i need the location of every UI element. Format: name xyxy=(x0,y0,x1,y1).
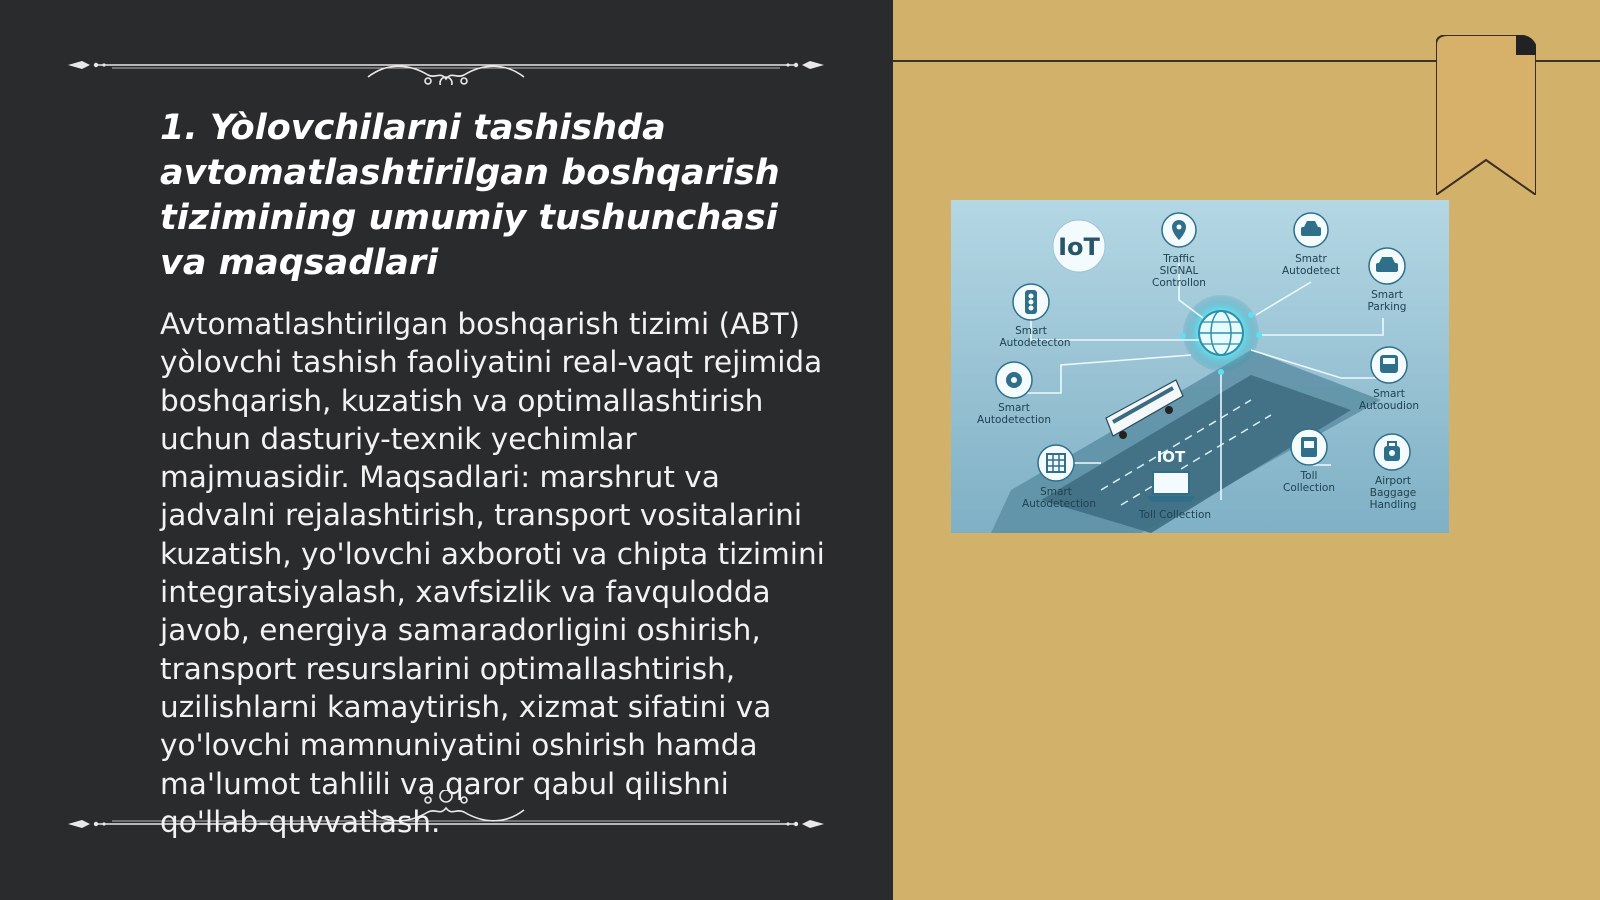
slide-body: Avtomatlashtirilgan boshqarish tizimi (ABT) yòlovchi tashish faoliyatini real-vaqt rejimida boshqarish, kuzatish va optimallashtirish uchun dasturiy-texnik yechimlar majmuasidir. Maqsadlari: marshrut va jadvalni rejalashtirish, transport vositalarini kuzatish, yo'lovchi axboroti va chipta tizimini integratsiyalash, xavfsizlik va favqulodda javob, energiya samaradorligini oshirish, transport resurslarini optimallashtirish, uzilishlarni kamaytirish, xizmat sifatini va yo'lovchi mamnuniyatini oshirish hamda ma'lumot tahlili va qaror qabul qilishni qo'llab-quvvatlash. xyxy=(160,307,825,839)
laptop-icon xyxy=(1147,472,1195,502)
bookmark-ribbon xyxy=(1436,35,1536,195)
svg-text:IoT: IoT xyxy=(1058,233,1100,261)
parking-car-icon xyxy=(1369,248,1405,284)
svg-text:IOT: IOT xyxy=(1156,448,1186,466)
svg-text:Toll Collection: Toll Collection xyxy=(1138,509,1212,521)
svg-text:Smart: Smart xyxy=(998,402,1030,414)
globe-icon xyxy=(1183,295,1259,371)
traffic-light-icon xyxy=(1013,284,1049,320)
camera-icon xyxy=(996,362,1032,398)
svg-text:Collection: Collection xyxy=(1283,482,1335,494)
svg-text:Parking: Parking xyxy=(1367,301,1407,313)
iot-badge xyxy=(1053,220,1105,272)
svg-text:Baggage: Baggage xyxy=(1369,487,1417,499)
svg-text:Smart: Smart xyxy=(1373,388,1405,400)
svg-text:Autodetection: Autodetection xyxy=(977,414,1051,426)
svg-text:Smart: Smart xyxy=(1040,486,1072,498)
ornament-top xyxy=(68,45,824,85)
svg-text:Handling: Handling xyxy=(1369,499,1417,511)
svg-text:Smart: Smart xyxy=(1371,289,1403,301)
bus-front-icon xyxy=(1371,347,1407,383)
baggage-icon xyxy=(1374,434,1410,470)
svg-text:Airport: Airport xyxy=(1375,475,1411,487)
svg-text:Autodetecton: Autodetecton xyxy=(999,337,1071,349)
location-pin-icon xyxy=(1162,213,1196,247)
grid-icon xyxy=(1038,445,1074,481)
document-icon xyxy=(1291,429,1327,465)
svg-text:Traffic: Traffic xyxy=(1163,253,1195,265)
svg-text:Toll: Toll xyxy=(1300,470,1318,482)
svg-text:Controllon: Controllon xyxy=(1152,277,1206,289)
svg-text:Smatr: Smatr xyxy=(1295,253,1327,265)
car-icon xyxy=(1294,213,1328,247)
svg-text:Autodetection: Autodetection xyxy=(1022,498,1096,510)
iot-illustration xyxy=(951,200,1449,533)
slide-title: 1. Yòlovchilarni tashishda avtomatlashtirilgan boshqarish tizimining umumiy tushunchasi va maqsadlari xyxy=(160,108,780,283)
svg-text:Autooudion: Autooudion xyxy=(1358,400,1420,412)
svg-text:Smart: Smart xyxy=(1015,325,1047,337)
svg-text:Autodetect: Autodetect xyxy=(1282,265,1340,277)
svg-text:SIGNAL: SIGNAL xyxy=(1159,265,1199,277)
